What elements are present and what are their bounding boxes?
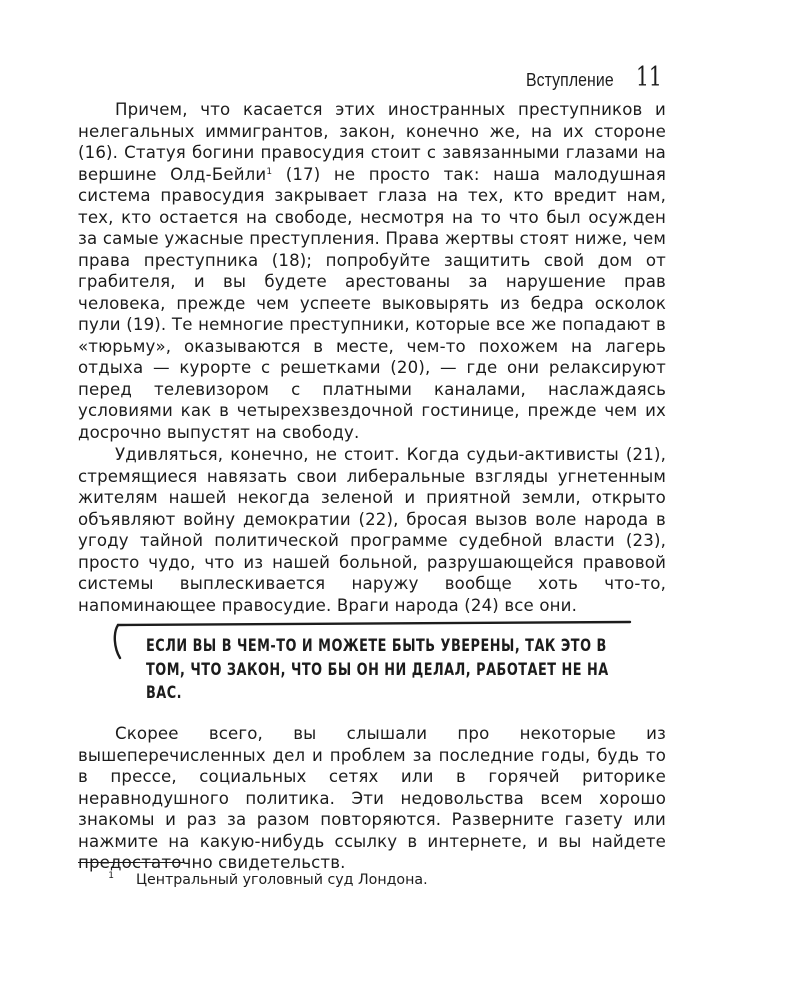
page-number: 11 — [635, 62, 662, 93]
section-title: Вступление — [525, 70, 614, 90]
paragraph-3: Скорее всего, вы слышали про некоторые из вышеперечисленных дел и проблем за последние годы, будь то в прессе, социальных сетях или в горячей риторике неравнодушного политика. Эти недовольства всем хорошо знакомы и раз за разом повторяются. Разверните газету или нажмите на какую-нибудь ссылку в интернете, и вы найдете предостаточно свидетельств. — [78, 724, 666, 872]
body-text-bottom — [78, 723, 666, 874]
body-text-top — [78, 99, 666, 616]
pull-quote — [108, 613, 633, 718]
paragraph-1-part-2: (17) не просто так: наша малодушная система правосудия закрывает глаза на тех, кто вредит нам, тех, кто остается на свободе, несмотря на то что был осужден за самые ужасные преступления. Права жертвы стоят ниже, чем права преступника (18); попробуйте защитить свой дом от грабителя, и вы будете арестованы за нарушение прав человека, прежде чем успеете выковырять из бедра осколок пули (19). Те немногие преступники, которые все же попадают в «тюрьму», оказываются в месте, чем-то похожем на лагерь отдыха — курорте с решетками (20), — где они релаксируют перед телевизором с платными каналами, наслаждаясь условиями как в четырехзвездочной гостинице, прежде чем их досрочно выпустят на свободу. — [78, 164, 666, 442]
footnote-text: Центральный уголовный суд Лондона. — [136, 872, 428, 888]
paragraph-1-part-1: Причем, что касается этих иностранных преступников и нелегальных иммигрантов, закон, конечно же, на их стороне (16). Статуя богини правосудия стоит с завязанными глазами на вершине Олд-Бейли — [78, 100, 666, 184]
running-header — [514, 62, 670, 93]
footnote-reference: 1 — [266, 166, 273, 177]
footnote-divider — [78, 862, 184, 863]
footnote: 1 Центральный уголовный суд Лондона. — [108, 871, 428, 888]
paragraph-2: Удивляться, конечно, не стоит. Когда судьи-активисты (21), стремящиеся навязать свои либеральные взгляды угнетенным жителям нашей некогда зеленой и приятной земли, открыто объявляют войну демократии (22), бросая вызов воле народа в угоду тайной политической программе судебной власти (23), просто чудо, что из нашей больной, разрушающейся правовой системы выплескивается наружу вообще хоть что-то, напоминающее правосудие. Враги народа (24) все они. — [78, 445, 666, 615]
paragraph-1 — [78, 99, 666, 443]
pull-quote-text: ЕСЛИ ВЫ В ЧЕМ-ТО И МОЖЕТЕ БЫТЬ УВЕРЕНЫ, ТАК ЭТО В ТОМ, ЧТО ЗАКОН, ЧТО БЫ ОН НИ ДЕЛАЛ, РАБОТАЕТ НЕ НА ВАС. — [146, 636, 609, 703]
